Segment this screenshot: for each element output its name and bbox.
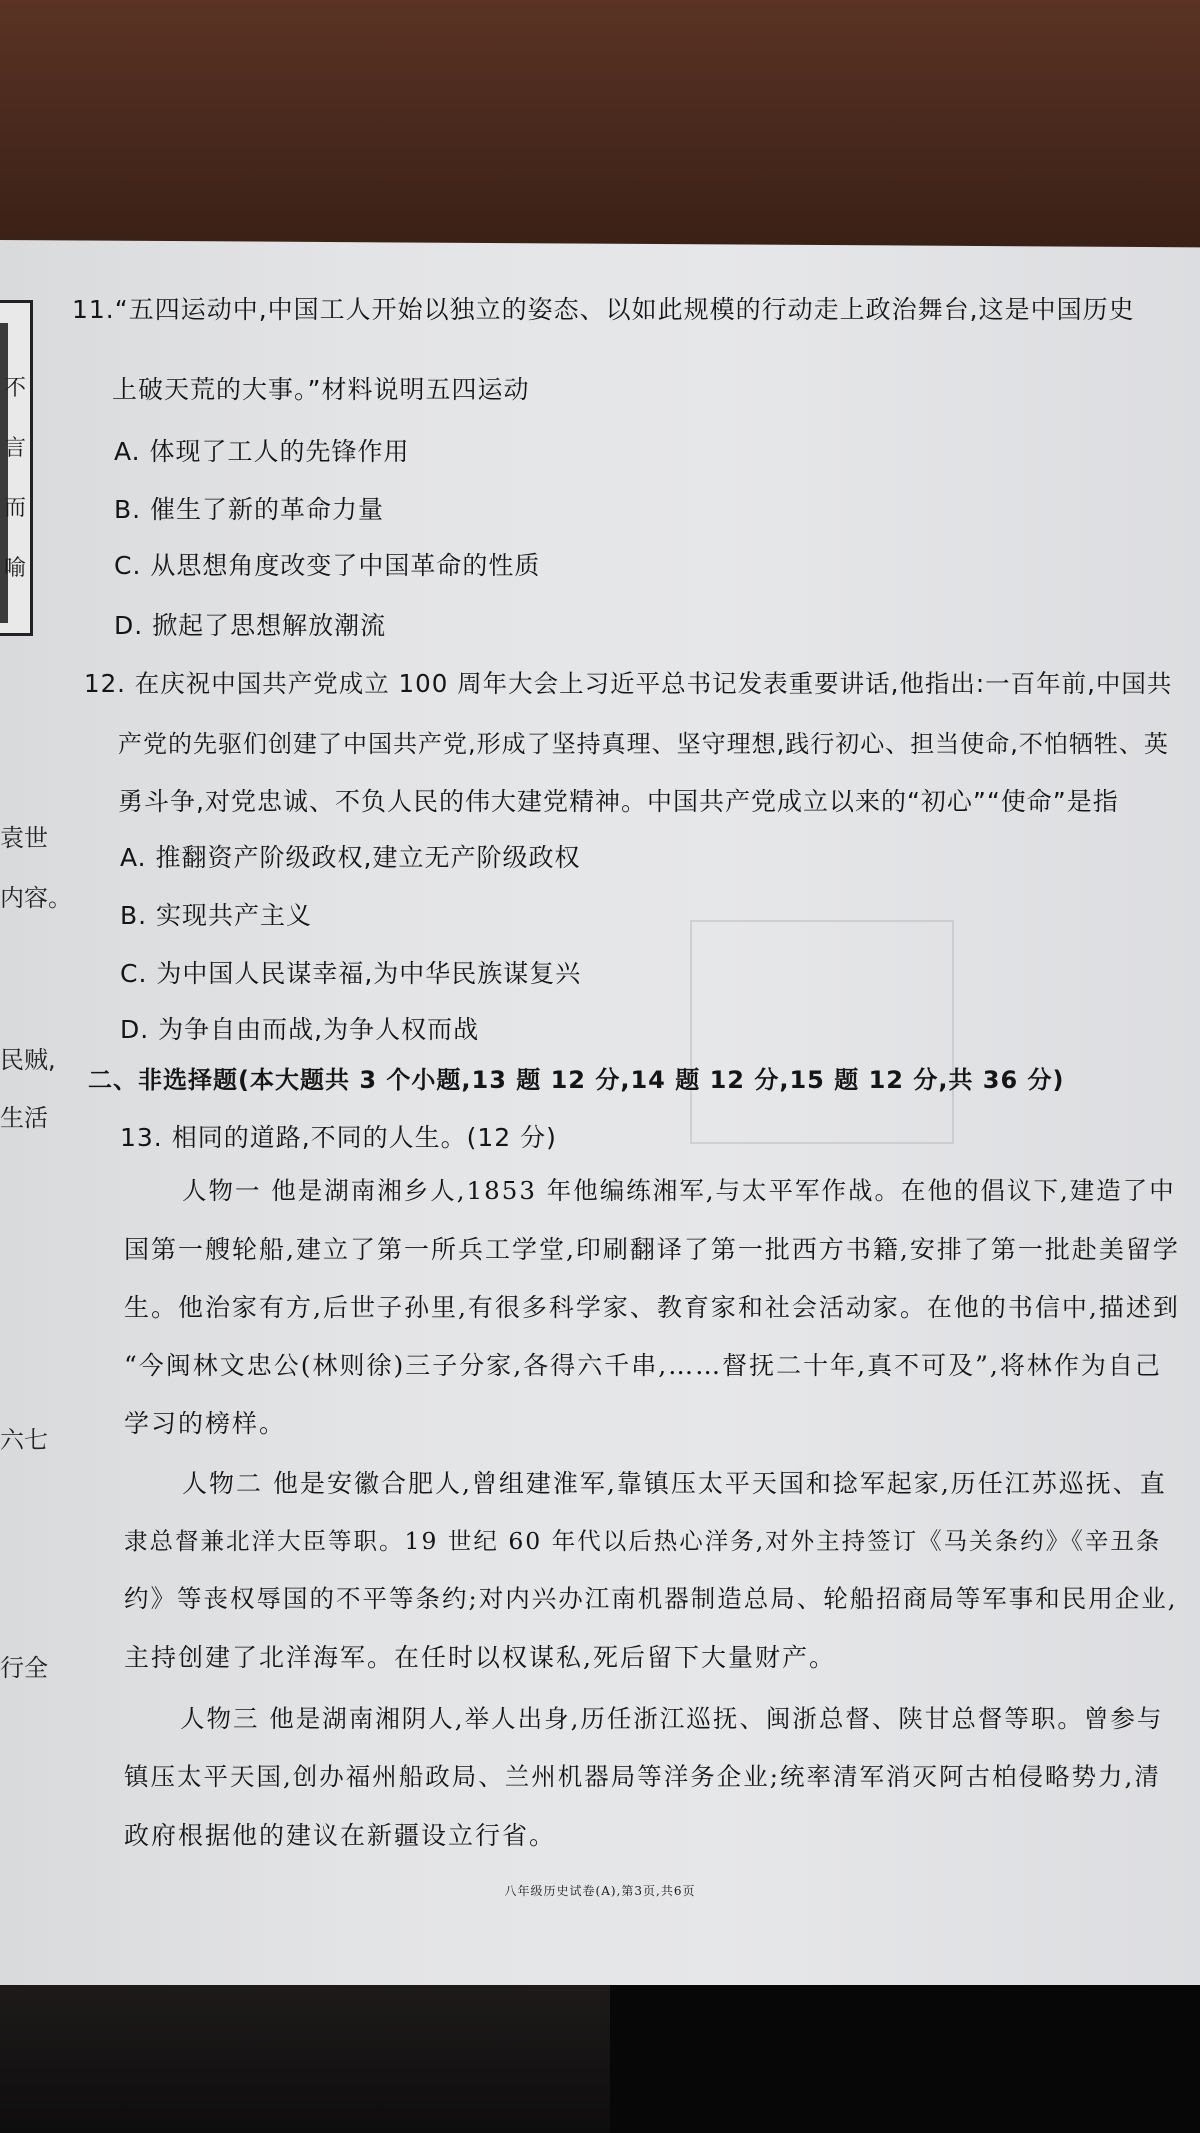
question-stem: 11.“五四运动中,中国工人开始以独立的姿态、以如此规模的行动走上政治舞台,这是中国历史 xyxy=(72,295,1135,324)
question-title: 13. 相同的道路,不同的人生。(12 分) xyxy=(120,1123,557,1152)
question-stem: 产党的先驱们创建了中国共产党,形成了坚持真理、坚守理想,践行初心、担当使命,不怕牺牲、英 xyxy=(118,730,1169,758)
question-stem: 上破天荒的大事。”材料说明五四运动 xyxy=(112,375,530,404)
margin-fragment: 六七 xyxy=(0,1426,48,1454)
option-b: B. 实现共产主义 xyxy=(120,901,313,930)
page-footer: 八年级历史试卷(A),第3页,共6页 xyxy=(504,1884,696,1898)
margin-char: 不 xyxy=(4,376,27,401)
passage-line: 人物一 他是湖南湘乡人,1853 年他编练湘军,与太平军作战。在他的倡议下,建造了中 xyxy=(182,1176,1176,1205)
question-stem: 勇斗争,对党忠诚、不负人民的伟大建党精神。中国共产党成立以来的“初心”“使命”是指 xyxy=(118,787,1119,816)
option-c: C. 从思想角度改变了中国革命的性质 xyxy=(114,551,541,580)
passage-line: 隶总督兼北洋大臣等职。19 世纪 60 年代以后热心洋务,对外主持签订《马关条约》《辛丑条 xyxy=(124,1527,1162,1555)
option-c: C. 为中国人民谋幸福,为中华民族谋复兴 xyxy=(120,959,582,988)
option-d: D. 为争自由而战,为争人权而战 xyxy=(120,1015,480,1044)
margin-fragment: 行全 xyxy=(0,1654,48,1682)
margin-char: 喻 xyxy=(4,556,27,581)
passage-line: 人物三 他是湖南湘阴人,举人出身,历任浙江巡抚、闽浙总督、陕甘总督等职。曾参与 xyxy=(180,1704,1164,1733)
margin-char: 言 xyxy=(4,436,27,461)
passage-line: 主持创建了北洋海军。在任时以权谋私,死后留下大量财产。 xyxy=(124,1643,836,1672)
option-d: D. 掀起了思想解放潮流 xyxy=(114,611,387,640)
section-heading: 二、非选择题(本大题共 3 个小题,13 题 12 分,14 题 12 分,15 题 12 分,共 36 分) xyxy=(88,1066,1065,1094)
option-b: B. 催生了新的革命力量 xyxy=(114,495,385,524)
passage-line: 约》等丧权辱国的不平等条约;对内兴办江南机器制造总局、轮船招商局等军事和民用企业, xyxy=(124,1584,1178,1613)
margin-fragment: 内容。 xyxy=(0,884,72,912)
option-a: A. 体现了工人的先锋作用 xyxy=(114,437,410,466)
margin-fragment: 民贼, xyxy=(0,1046,56,1074)
question-stem: 12. 在庆祝中国共产党成立 100 周年大会上习近平总书记发表重要讲话,他指出:一百年前,中国共 xyxy=(84,669,1173,698)
margin-fragment: 生活 xyxy=(0,1104,48,1132)
passage-line: 人物二 他是安徽合肥人,曾组建淮军,靠镇压太平天国和捻军起家,历任江苏巡抚、直 xyxy=(182,1469,1167,1498)
passage-line: 生。他治家有方,后世子孙里,有很多科学家、教育家和社会活动家。在他的书信中,描述到 xyxy=(124,1293,1180,1322)
passage-line: 国第一艘轮船,建立了第一所兵工学堂,印刷翻译了第一批西方书籍,安排了第一批赴美留学 xyxy=(124,1235,1180,1264)
option-a: A. 推翻资产阶级政权,建立无产阶级政权 xyxy=(120,843,581,872)
passage-line: 政府根据他的建议在新疆设立行省。 xyxy=(124,1821,557,1850)
margin-fragment: 袁世 xyxy=(0,824,48,852)
show-through-map xyxy=(690,920,954,1144)
margin-char: 而 xyxy=(4,496,27,521)
passage-line: 镇压太平天国,创办福州船政局、兰州机器局等洋务企业;统率清军消灭阿古柏侵略势力,清 xyxy=(124,1762,1161,1791)
passage-line: 学习的榜样。 xyxy=(124,1409,287,1438)
passage-line: “今闽林文忠公(林则徐)三子分家,各得六千串,……督抚二十年,真不可及”,将林作为自己 xyxy=(124,1351,1162,1380)
